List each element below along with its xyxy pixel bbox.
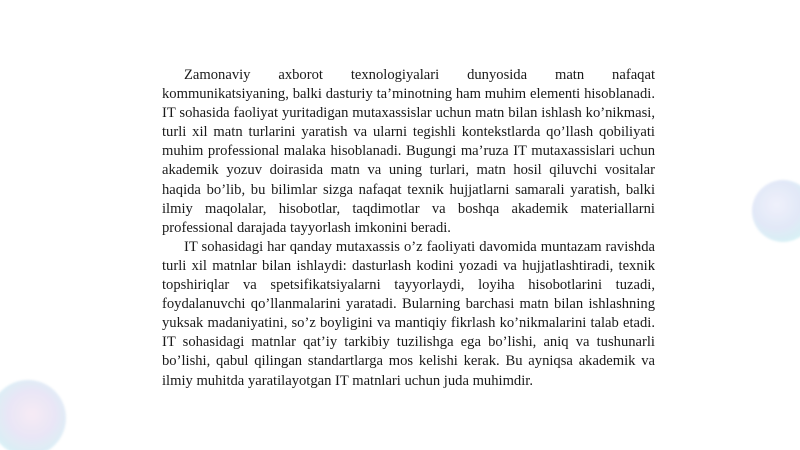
body-text: [162, 66, 655, 391]
paragraph-2: IT sohasidagi har qanday mutaxassis o’z faoliyati davomida muntazam ravishda turli xil matnlar bilan ishlaydi: dasturlash kodini yozadi va hujjatlashtiradi, texnik topshiriqlar va spetsifikatsiyalarni tayyorlaydi, loyiha hisobotlarini tuzadi, foydalanuvchi qo’llanmalarini yaratadi. Bularning barchasi matn bilan ishlashning yuksak madaniyatini, so’z boyligini va mantiqiy fikrlash ko’nikmalarini talab etadi. IT sohasidagi matnlar qat’iy tarkibiy tuzilishga ega bo’lishi, aniq va tushunarli bo’lishi, qabul qilingan standartlarga mos kelishi kerak. Bu ayniqsa akademik va ilmiy muhitda yaratilayotgan IT matnlari uchun juda muhimdir.: [162, 238, 655, 389]
decorative-gradient-circle-right: [752, 180, 800, 242]
paragraph-1: Zamonaviy axborot texnologiyalari dunyosida matn nafaqat kommunikatsiyaning, balki dasturiy ta’minotning ham muhim elementi hisoblanadi. IT sohasida faoliyat yuritadigan mutaxassislar uchun matn bilan ishlash ko’nikmasi, turli xil matn turlarini yaratish va ularni tegishli kontekstlarda qo’llash qobiliyati muhim professional malaka hisoblanadi. Bugungi ma’ruza IT mutaxassislari uchun akademik yozuv doirasida matn va uning turlari, matn hosil qiluvchi vositalar haqida bo’lib, bu bilimlar sizga nafaqat texnik hujjatlarni samarali yaratish, balki ilmiy maqolalar, hisobotlar, taqdimotlar va boshqa akademik materiallarni professional darajada tayyorlash imkonini beradi.: [162, 67, 655, 236]
decorative-gradient-circle-left: [0, 380, 66, 450]
